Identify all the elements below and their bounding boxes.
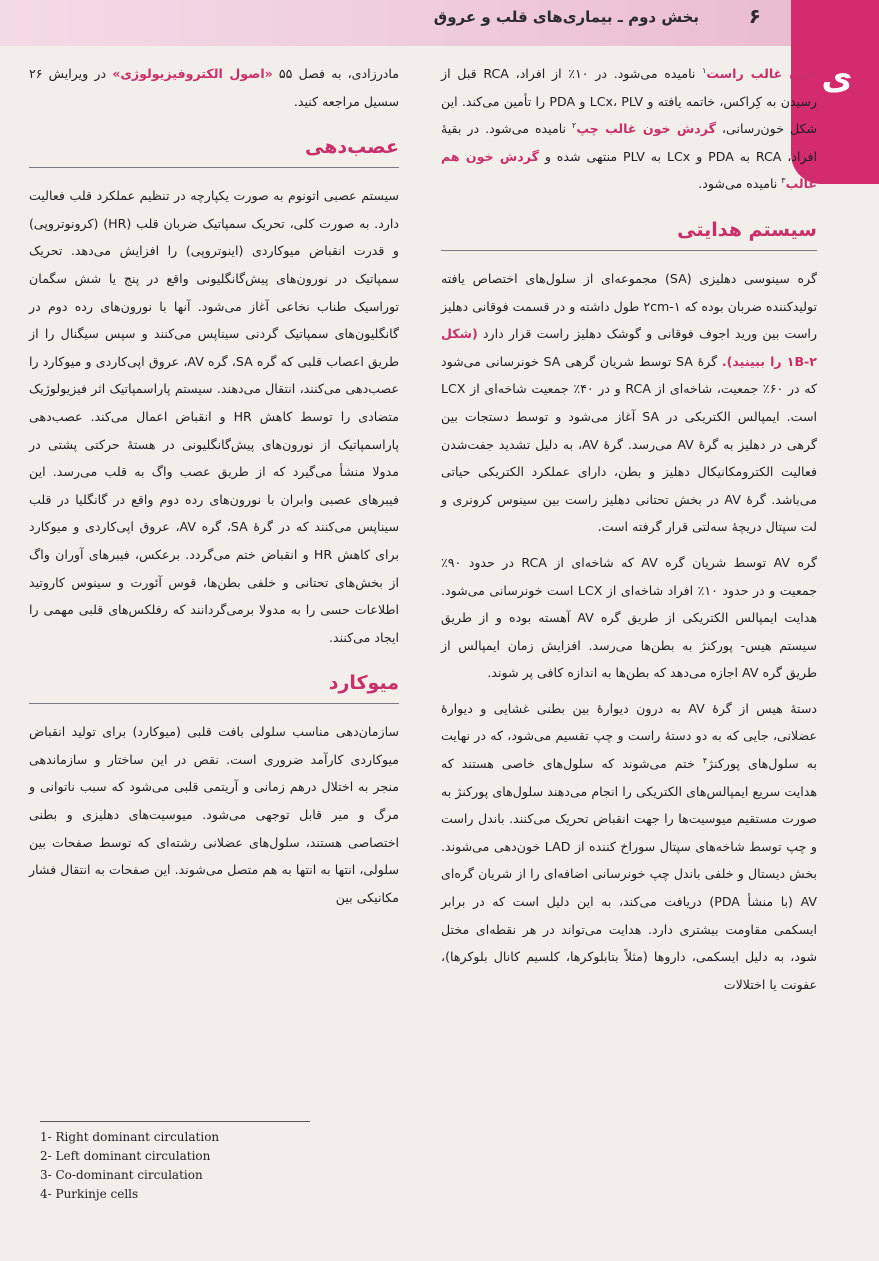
figure-reference: (شکل ۱B-۲ را ببینید). [441, 326, 817, 369]
footnote-item: 3- Co-dominant circulation [40, 1168, 203, 1182]
footnotes [40, 1121, 310, 1204]
footnote-item: 4- Purkinje cells [40, 1187, 139, 1201]
paragraph: سازمان‌دهی مناسب سلولی بافت قلبی (میوکارد) برای تولید انقباض میوکاردی کارآمد ضروری است. نقص در این ساختار و سازماندهی منجر به اختلال درهم زمانی و آریتمی قلبی می‌شود که سبب ناتوانی و مرگ و میر قابل توجهی می‌شود. میوسیت‌های دهلیزی و بطنی اختصاصی هستند، سلول‌های عضلانی رشته‌ای که توسط صفحات بین سلولی، انتها به انتها به هم متصل می‌شوند. این صفحات به انتقال فشار مکانیکی بین [29, 724, 399, 905]
section-heading-innervation: عصب‌دهی [29, 133, 399, 168]
chapter-tab-glyph: ی [821, 58, 853, 98]
text-run: نامیده می‌شود. [698, 176, 782, 192]
paragraph [441, 695, 817, 999]
term-right-dominant: خون غالب راست [706, 66, 818, 81]
paragraph [441, 60, 817, 198]
term-left-dominant: گردش خون غالب چپ [576, 121, 716, 137]
paragraph: سیستم عصبی اتونوم به صورت یکپارچه در تنظیم عملکرد قلب فعالیت دارد. به صورت کلی، تحریک سمپاتیک ضربان قلب (HR) (کرونوتروپی) و قدرت انقباض میوکاردی (اینوتروپی) را افزایش می‌دهد. تحریک سمپاتیک در نورون‌های پیش‌گانگلیونی واقع در پنج یا شش سگمان توراسیک طناب نخاعی آغاز می‌شود. آنها با نورون‌های رده دوم در گانگلیون‌های سمپاتیک گردنی سیناپس می‌کنند و سپس سیگنال را از طریق اعصاب قلبی که گره SA، گره AV، عروق اپی‌کاردی و میوکارد را عصب‌دهی می‌کنند، انتقال می‌دهند. سیستم پاراسمپاتیک اثر فیزیولوژیک متضادی را توسط کاهش HR و انقباض اعمال می‌کند. عصب‌دهی پاراسمپاتیک از نورون‌های پیش‌گانگلیونی در هستهٔ حرکتی پشتی در مدولا منشأ می‌گیرد که از طریق عصب واگ به قلب می‌رسد. این فیبرهای عصبی وابران با نورون‌های رده دوم واقع در گانگلیا در قلب سیناپس می‌کنند که در گرهٔ SA، گره AV، عروق اپی‌کاردی و میوکارد برای کاهش HR و انقباض ختم می‌گردد. برعکس، فیبرهای آوران واگ از بخش‌های تحتانی و خلفی بطن‌ها، قوس آئورت و سینوس کاروتید اطلاعات حسی را به مدولا برمی‌گردانند که رفلکس‌های قلبی مهمی را ایجاد می‌کنند. [29, 188, 399, 645]
section-heading-conduction: سیستم هدایتی [441, 216, 817, 251]
left-column [29, 60, 399, 919]
text-run: مادرزادی، به فصل ۵۵ [272, 66, 399, 81]
footnote-item: 2- Left dominant circulation [40, 1149, 211, 1163]
text-run: در ویرایش ۲۶ سسیل مراجعه کنید. [29, 66, 399, 109]
footnote-ref-4: ۴ [702, 755, 708, 765]
footnote-ref-3: ۳ [781, 176, 786, 186]
paragraph: گره AV توسط شریان گره AV که شاخه‌ای از RCA در حدود ۹۰٪ جمعیت و در حدود ۱۰٪ افراد شاخه‌ای از LCX است خونرسانی می‌شود. هدایت ایمپالس الکتریکی از طریق گره AV آهسته بوده و از طریق سیستم هیس- پورکنژ به بطن‌ها می‌رسد. افزایش زمان ایمپالس از طریق گره AV اجازه می‌دهد که بطن‌ها به اندازه کافی پر شوند. [441, 554, 818, 681]
section-heading-myocardium: میوکارد [29, 669, 399, 704]
text-run: نامیده می‌شود. در بقیهٔ افراد، RCA به PDA و LCx به PLV منتهی شده و [441, 121, 817, 164]
page-number: ۶ [748, 4, 761, 28]
footnote-ref-2: ۲ [572, 121, 577, 130]
chapter-reference: «اصول الکتروفیزیولوژی» [112, 66, 273, 81]
term-co-dominant: گردش خون هم غالب [441, 148, 817, 192]
text-run: گره سینوسی دهلیزی (SA) مجموعه‌ای از سلول‌های اختصاص یافته تولیدکننده ضربان بوده که ۲cm-۱ طول داشته و در قسمت فوقانی دهلیز راست بین ورید اجوف فوقانی و گوشک دهلیز راست قرار دارد [441, 270, 817, 342]
footnote-ref-1: ۱ [702, 65, 707, 75]
paragraph [29, 60, 399, 115]
running-header-title: بخش دوم ـ بیماری‌های قلب و عروق [433, 8, 699, 26]
footnote-item: 1- Right dominant circulation [40, 1130, 220, 1144]
text-run: نامیده می‌شود. در ۱۰٪ از افراد، RCA قبل از رسیدن به کِراکس، خاتمه یافته و LCx، PLV و PDA را تأمین می‌کند. این شکل خون‌رسانی، [441, 66, 817, 137]
text-run: دستهٔ هیس از گرهٔ AV به درون دیوارهٔ بین بطنی غشایی و دیوارهٔ عضلانی، جایی که به دو دستهٔ راست و چپ تقسیم می‌شود، که در نهایت به سلول‌های پورکنژ [441, 700, 817, 772]
right-column [441, 60, 817, 1006]
text-run: گرهٔ SA توسط شریان گرهی SA خونرسانی می‌شود که در ۶۰٪ جمعیت، شاخه‌ای از RCA و در ۴۰٪ جمعیت شاخه‌ای از LCX است. ایمپالس الکتریکی در SA آغاز می‌شود و توسط دستجات بین گرهی در دهلیز به گرهٔ AV می‌رسد. گرهٔ AV، به دلیل تشدید جفت‌شدن فعالیت الکترومکانیکال دهلیز و بطن، دارای عملکرد الکتریکی حیاتی می‌باشد. گرهٔ AV در بخش تحتانی دهلیز راست بین سینوس کرونری و لت سپتال دریچهٔ سه‌لتی قرار گرفته است. [441, 353, 818, 535]
paragraph [441, 265, 817, 541]
text-run: ختم می‌شوند که سلول‌های خاصی هستند که هدایت سریع ایمپالس‌های الکتریکی را انجام می‌دهند سلول‌های پورکنژ به صورت مستقیم میوسیت‌ها را جهت انقباض تحریک می‌کنند. باندل راست و چپ توسط شاخه‌های سپتال سوراخ کننده از LAD خون‌دهی می‌شوند. بخش دیستال و خلفی باندل چپ خونرسانی اضافه‌ای را از شریان گره‌ای AV (با منشأ PDA) دریافت می‌کند، به این دلیل است که در برابر ایسکمی مقاومت بیشتری دارد. هدایت می‌تواند در هر نقطه‌ای مختل شود، به دلیل ایسکمی، داروها (مثلاً بتابلوکرها، کلسیم کانال بلوکرها)، عفونت یا اختلالات [441, 756, 817, 992]
